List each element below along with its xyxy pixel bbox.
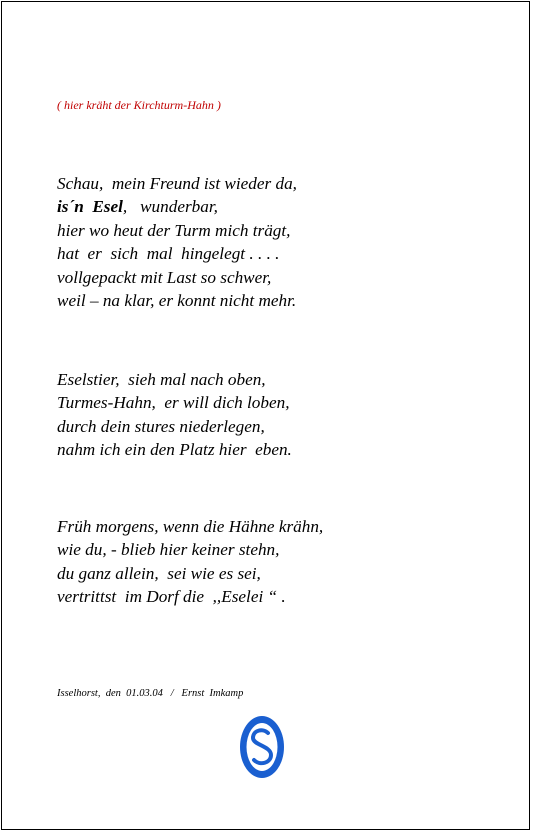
stanza-2 bbox=[57, 368, 292, 462]
stanza-1-line-2-rest: , wunderbar, bbox=[122, 197, 218, 217]
stanza-1 bbox=[57, 172, 297, 312]
stanza-2-line-4: nahm ich ein den Platz hier eben. bbox=[57, 440, 292, 460]
stanza-1-line-2 bbox=[57, 195, 297, 218]
stanza-3-line-4: vertrittst im Dorf die ,,Eselei “ . bbox=[57, 587, 286, 607]
signature-s-logo-icon bbox=[238, 714, 286, 780]
stanza-3-line-2: wie du, - blieb hier keiner stehn, bbox=[57, 540, 280, 560]
stanza-1-line-5: vollgepackt mit Last so schwer, bbox=[57, 267, 272, 287]
stanza-3-line-1: Früh morgens, wenn die Hähne krähn, bbox=[57, 517, 324, 536]
signature-line: Isselhorst, den 01.03.04 / Ernst Imkamp bbox=[57, 688, 244, 699]
stanza-2-line-2: Turmes-Hahn, er will dich loben, bbox=[57, 393, 290, 413]
stanza-2-line-3: durch dein stures niederlegen, bbox=[57, 416, 265, 436]
stanza-1-line-4: hat er sich mal hingelegt . . . . bbox=[57, 244, 280, 264]
stanza-3-line-3: du ganz allein, sei wie es sei, bbox=[57, 563, 261, 583]
subtitle: ( hier kräht der Kirchturm-Hahn ) bbox=[57, 98, 221, 112]
stanza-2-line-1: Eselstier, sieh mal nach oben, bbox=[57, 370, 266, 389]
stanza-3 bbox=[57, 515, 323, 609]
stanza-1-line-1: Schau, mein Freund ist wieder da, bbox=[57, 174, 297, 193]
stanza-1-line-3: hier wo heut der Turm mich trägt, bbox=[57, 220, 291, 240]
stanza-1-line-2-bold: is´n Esel bbox=[57, 197, 123, 217]
stanza-1-line-6: weil – na klar, er konnt nicht mehr. bbox=[57, 291, 297, 311]
